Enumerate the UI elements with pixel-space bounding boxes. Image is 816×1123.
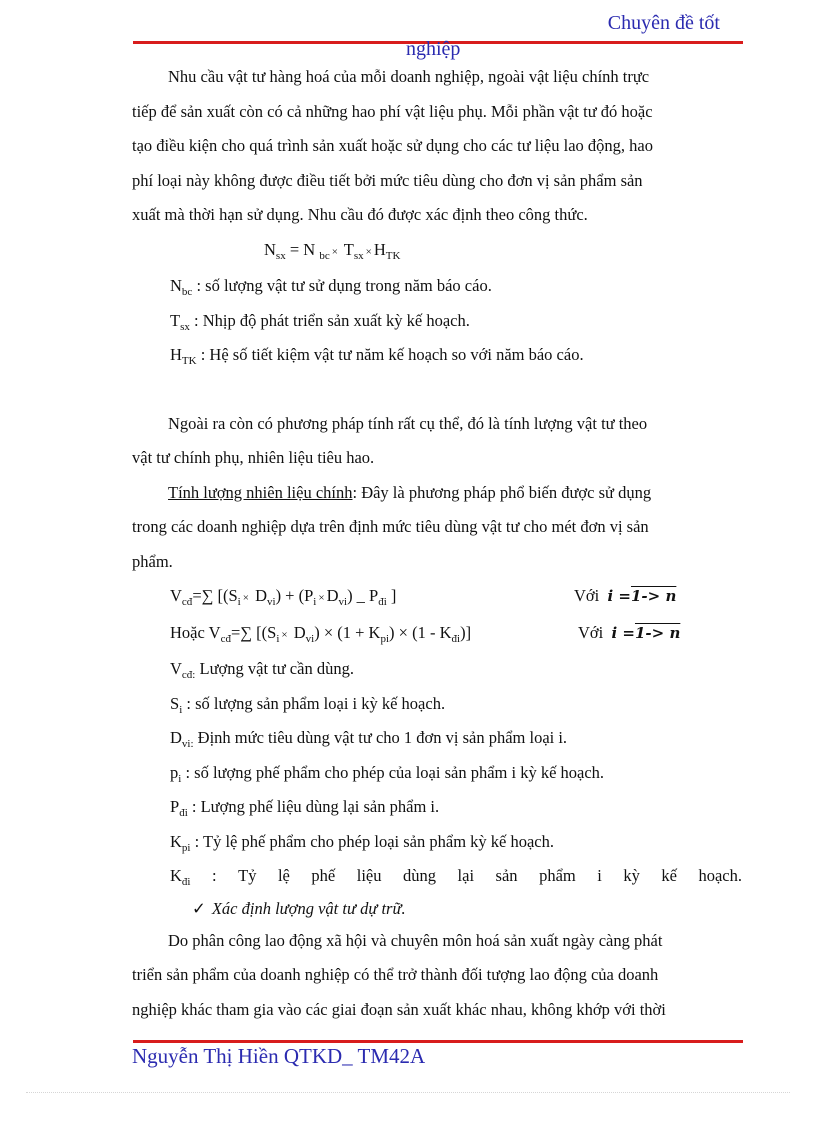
definition-item: $K_{pi}$ : Tỷ lệ phế phẩm cho phép loại sản phẩm kỳ kế hoạch.: [170, 831, 554, 854]
definition-kdi: $K_{đi}$ : Tỷ lệ phế liệu dùng lại sản phẩm i kỳ kế hoạch.: [170, 866, 742, 888]
paragraph-4: [132, 924, 742, 1028]
paragraph-2: [132, 407, 742, 476]
definition-item: $P_{đi}$ : Lượng phế liệu dùng lại sản phẩm i.: [170, 797, 440, 819]
text-line: vật tư chính phụ, nhiên liệu tiêu hao.: [132, 448, 375, 467]
header-title-continued: nghiệp: [406, 38, 461, 60]
text-line: tạo điều kiện cho quá trình sản xuất hoặc sử dụng cho các tư liệu lao động, hao: [132, 136, 653, 155]
paragraph-1: [132, 60, 742, 233]
checklist-item: ✓ Xác định lượng vật tư dự trữ.: [192, 898, 406, 918]
page-edge: [26, 1092, 790, 1093]
definition-item: $V_{cđ:}$ Lượng vật tư cần dùng.: [170, 659, 354, 681]
document-body: [132, 60, 742, 1027]
paragraph-3: [132, 476, 742, 580]
definition-item: $N_{bc}$ : số lượng vật tư sử dụng trong năm báo cáo.: [170, 276, 492, 298]
formula-vcd: $V_{cđ}=\sum$ [$(S_i \times D_{vi}) + (P_i \times D_{vi})$ _ $P_{đi}$ ] Với i =1-> n: [132, 579, 742, 616]
footer-author: Nguyễn Thị Hiền QTKD_ TM42A: [132, 1044, 426, 1068]
index-range: Với i =1-> n: [578, 622, 681, 642]
text-line: xuất mà thời hạn sử dụng. Nhu cầu đó được xác định theo công thức.: [132, 205, 588, 224]
text-line: tiếp để sản xuất còn có cả những hao phí vật liệu phụ. Mỗi phần vật tư đó hoặc: [132, 101, 653, 121]
formula-nsx: $N_{sx} = N$ $_{bc} \times T_{sx} \times H_{TK}$: [264, 239, 401, 262]
definition-item: $T_{sx}$ : Nhịp độ phát triển sản xuất kỳ kế hoạch.: [170, 310, 470, 333]
definitions-1: [132, 269, 742, 373]
text-line: Nhu cầu vật tư hàng hoá của mỗi doanh nghiệp, ngoài vật liệu chính trực: [168, 67, 650, 86]
index-range: Với i =1-> n: [574, 586, 677, 605]
definitions-2: [132, 652, 742, 859]
definition-item: $D_{vi:}$ Định mức tiêu dùng vật tư cho 1 đơn vị sản phẩm loại i.: [170, 728, 568, 750]
definition-item: $p_i$ : số lượng phế phẩm cho phép của loại sản phẩm i kỳ kế hoạch.: [170, 762, 605, 785]
header-title: Chuyên đề tốt: [607, 12, 720, 34]
definition-item: $H_{TK}$ : Hệ số tiết kiệm vật tư năm kế hoạch so với năm báo cáo.: [170, 345, 584, 367]
formula-vcd-alt: Hoặc $V_{cđ}=\sum$ $[(S_i \times D_{vi}) \times (1 + K_{pi}) \times (1 - K_{đi})]$ Với i =1-> n: [132, 616, 742, 653]
text-line: nghiệp khác tham gia vào các giai đoạn sản xuất khác nhau, không khớp với thời: [132, 999, 666, 1019]
section-heading: Tính lượng nhiên liệu chính: [168, 482, 353, 502]
text-line: trong các doanh nghiệp dựa trên định mức tiêu dùng vật tư cho mét đơn vị sản: [132, 517, 649, 536]
text-line: phẩm.: [132, 551, 173, 571]
text-line: phí loại này không được điều tiết bởi mức tiêu dùng cho đơn vị sản phẩm sản: [132, 170, 643, 190]
text-line: Ngoài ra còn có phương pháp tính rất cụ thể, đó là tính lượng vật tư theo: [168, 413, 648, 433]
text-line: Do phân công lao động xã hội và chuyên môn hoá sản xuất ngày càng phát: [168, 930, 663, 950]
text-line: triển sản phẩm của doanh nghiệp có thể trở thành đối tượng lao động của doanh: [132, 965, 659, 984]
checkmark-icon: ✓: [192, 898, 206, 918]
text-line: Tính lượng nhiên liệu chính: Đây là phương pháp phổ biến được sử dụng: [168, 482, 652, 502]
footer-divider: [133, 1040, 743, 1043]
definition-item: $S_i$ : số lượng sản phẩm loại i kỳ kế hoạch.: [170, 693, 446, 716]
spacer: [132, 373, 742, 407]
